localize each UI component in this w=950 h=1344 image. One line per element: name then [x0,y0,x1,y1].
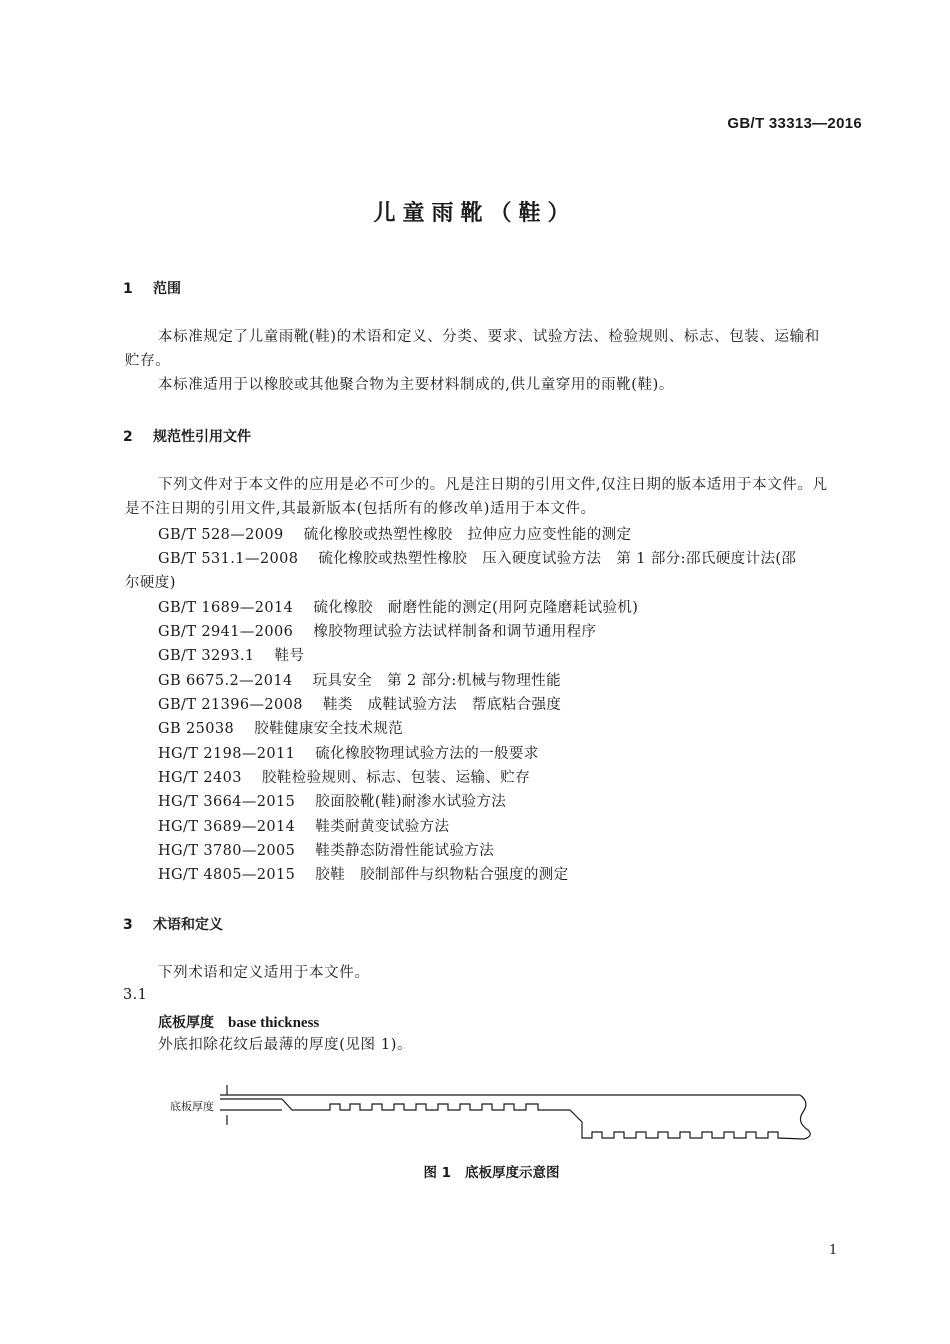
reference-code: GB/T 528—2009 [158,527,284,543]
reference-code: GB/T 2941—2006 [158,624,294,640]
reference-code: HG/T 3689—2014 [158,819,296,835]
reference-title: 胶面胶靴(鞋)耐渗水试验方法 [315,794,507,810]
figure-caption-number: 图 1 [423,1165,452,1181]
reference-code: GB/T 21396—2008 [158,697,303,713]
reference-title-continued: 尔硬度) [125,575,176,591]
reference-code: GB 6675.2—2014 [158,673,293,689]
sole-thickness-diagram [220,1080,820,1148]
term-entry [158,1012,319,1032]
reference-item [158,693,561,714]
figure-caption-title: 底板厚度示意图 [465,1165,560,1181]
section-title: 术语和定义 [153,917,223,933]
reference-item [158,790,506,811]
page-number: 1 [829,1243,838,1258]
section-title: 规范性引用文件 [153,429,251,445]
term-chinese: 底板厚度 [158,1015,214,1031]
term-number: 3.1 [123,987,148,1003]
reference-code: HG/T 2403 [158,770,242,786]
reference-title: 硫化橡胶 耐磨性能的测定(用阿克隆磨耗试验机) [313,600,639,616]
section-heading-terms [123,914,223,934]
reference-item [158,863,569,884]
document-title: 儿童雨靴（鞋） [373,201,577,226]
sole-tread-pattern [282,1099,804,1139]
reference-item [158,523,632,544]
normative-intro: 下列文件对于本文件的应用是必不可少的。凡是注日期的引用文件,仅注日期的版本适用于本文件。凡是不注日期的引用文件,其最新版本(包括所有的修改单)适用于本文件。 [125,477,828,517]
reference-item [158,717,403,738]
reference-item [158,644,304,665]
term-definition: 外底扣除花纹后最薄的厚度(见图 1)。 [158,1037,413,1053]
reference-title: 橡胶物理试验方法试样制备和调节通用程序 [313,624,597,640]
reference-code: HG/T 2198—2011 [158,746,296,762]
reference-item [158,742,539,763]
reference-title: 玩具安全 第 2 部分:机械与物理性能 [312,673,562,689]
reference-code: GB 25038 [158,721,235,737]
reference-item [158,669,561,690]
section-title: 范围 [153,281,181,297]
reference-title: 鞋类耐黄变试验方法 [315,819,450,835]
reference-code: HG/T 3664—2015 [158,794,296,810]
reference-code: GB/T 1689—2014 [158,600,294,616]
sole-toe-curve [800,1095,810,1139]
scope-paragraph-1: 本标准规定了儿童雨靴(鞋)的术语和定义、分类、要求、试验方法、检验规则、标志、包装、运输和贮存。 [125,329,820,369]
reference-item [158,547,796,568]
reference-item [158,620,596,641]
reference-code: GB/T 3293.1 [158,648,255,664]
reference-code: HG/T 3780—2005 [158,843,296,859]
section-heading-normative [123,426,251,446]
reference-item [158,766,530,787]
reference-title: 鞋类静态防滑性能试验方法 [315,843,495,859]
reference-item [158,815,449,836]
term-english: base thickness [228,1015,320,1031]
reference-item [158,596,638,617]
standard-code: GB/T 33313—2016 [727,115,862,132]
reference-title: 鞋号 [274,648,305,664]
reference-title: 硫化橡胶或热塑性橡胶 拉伸应力应变性能的测定 [303,527,632,543]
figure-caption [0,1161,950,1181]
reference-code: GB/T 531.1—2008 [158,551,299,567]
reference-title: 胶鞋 胶制部件与织物粘合强度的测定 [315,867,569,883]
figure-label: 底板厚度 [170,1100,214,1113]
scope-paragraph-2: 本标准适用于以橡胶或其他聚合物为主要材料制成的,供儿童穿用的雨靴(鞋)。 [158,377,675,393]
terms-intro: 下列术语和定义适用于本文件。 [158,965,370,981]
reference-title: 硫化橡胶或热塑性橡胶 压入硬度试验方法 第 1 部分:邵氏硬度计法(邵 [318,551,797,567]
section-heading-scope [123,278,181,298]
section-number: 1 [123,281,133,297]
reference-item [158,839,494,860]
reference-title: 胶鞋检验规则、标志、包装、运输、贮存 [261,770,531,786]
reference-title: 硫化橡胶物理试验方法的一般要求 [315,746,539,762]
reference-title: 胶鞋健康安全技术规范 [254,721,404,737]
reference-code: HG/T 4805—2015 [158,867,296,883]
section-number: 3 [123,917,133,933]
reference-title: 鞋类 成鞋试验方法 帮底粘合强度 [322,697,562,713]
section-number: 2 [123,429,133,445]
